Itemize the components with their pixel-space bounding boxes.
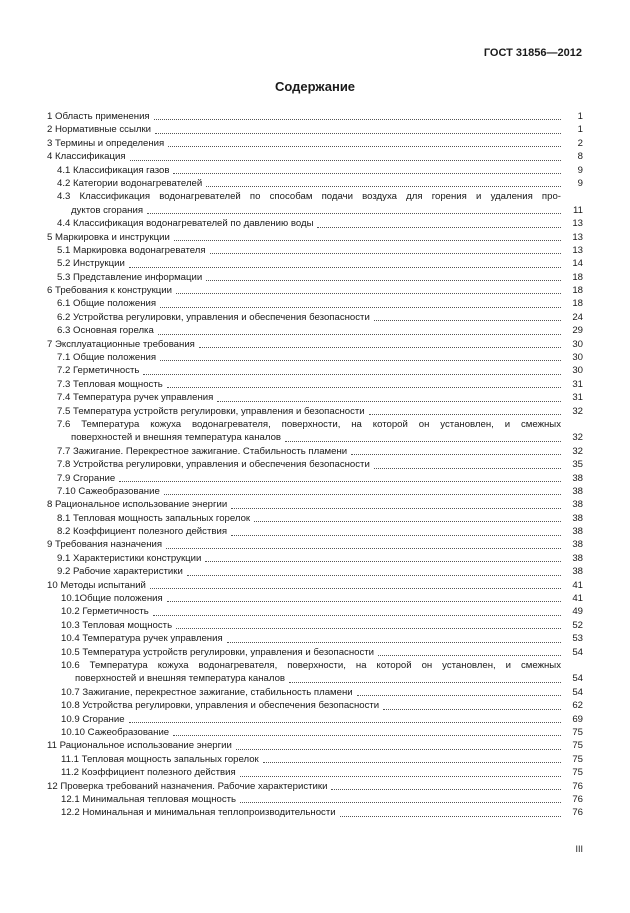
toc-entry-page: 76 (572, 793, 583, 805)
toc-entry-title: 7 Эксплуатационные требования (47, 338, 195, 350)
toc-entry-title: 7.9 Сгорание (57, 472, 116, 484)
toc-entry-title: 10.1Общие положения (61, 593, 163, 605)
toc-entry[interactable] (47, 297, 583, 310)
toc-entry[interactable] (47, 632, 583, 645)
toc-entry-title: 8.1 Тепловая мощность запальных горелок (57, 512, 251, 524)
toc-entry[interactable] (47, 418, 583, 445)
toc-entry-page: 62 (572, 700, 583, 712)
leader-dots (210, 253, 561, 254)
toc-entry[interactable] (47, 231, 583, 244)
toc-entry[interactable] (47, 686, 583, 699)
toc-entry-page: 76 (572, 807, 583, 819)
toc-entry-title: 3 Термины и определения (47, 137, 165, 149)
toc-entry-title: 10.9 Сгорание (61, 713, 125, 725)
toc-entry-page: 18 (572, 298, 583, 310)
toc-entry-title: 7.6 Температура кожуха водонагревателя, поверхности, на которой он установлен, и смежных (57, 418, 561, 430)
toc-entry[interactable] (47, 646, 583, 659)
toc-entry-title: 1 Область применения (47, 110, 150, 122)
toc-entry-title: 5.2 Инструкции (57, 258, 125, 270)
toc-entry-page: 13 (572, 218, 583, 230)
toc-entry-title-continued: поверхностей и внешняя температура каналов (71, 432, 282, 444)
toc-entry-title: 10.10 Сажеобразование (61, 726, 170, 738)
toc-entry[interactable] (47, 123, 583, 136)
table-of-contents (47, 110, 583, 820)
leader-dots (289, 682, 561, 683)
toc-entry[interactable] (47, 271, 583, 284)
leader-dots (173, 173, 561, 174)
toc-entry-page: 38 (572, 566, 583, 578)
toc-entry-title: 2 Нормативные ссылки (47, 124, 152, 136)
toc-entry-title: 7.5 Температура устройств регулировки, управления и безопасности (57, 405, 365, 417)
toc-entry[interactable] (47, 780, 583, 793)
toc-entry[interactable] (47, 324, 583, 337)
toc-entry-title: 10.7 Зажигание, перекрестное зажигание, стабильность пламени (61, 686, 353, 698)
toc-entry-page: 18 (572, 285, 583, 297)
toc-entry-page: 53 (572, 633, 583, 645)
toc-entry-page: 9 (577, 164, 583, 176)
toc-entry[interactable] (47, 472, 583, 485)
toc-entry-title: 9.1 Характеристики конструкции (57, 552, 202, 564)
toc-entry-title: 9 Требования назначения (47, 539, 163, 551)
toc-entry-title: 7.2 Герметичность (57, 365, 140, 377)
toc-entry-title: 10.8 Устройства регулировки, управления и обеспечения безопасности (61, 700, 380, 712)
toc-entry-page: 2 (577, 137, 583, 149)
toc-entry-page: 52 (572, 619, 583, 631)
toc-entry-page: 32 (572, 445, 583, 457)
leader-dots (206, 186, 561, 187)
toc-entry-page: 30 (572, 352, 583, 364)
leader-dots (167, 601, 561, 602)
toc-entry-page: 31 (572, 392, 583, 404)
toc-entry-page: 54 (572, 646, 583, 658)
toc-entry-page: 38 (572, 552, 583, 564)
toc-entry-title: 8.2 Коэффициент полезного действия (57, 526, 228, 538)
leader-dots (173, 735, 561, 736)
toc-entry[interactable] (47, 619, 583, 632)
toc-entry-page: 75 (572, 753, 583, 765)
toc-entry-page: 69 (572, 713, 583, 725)
toc-entry-page: 30 (572, 365, 583, 377)
toc-entry[interactable] (47, 391, 583, 404)
leader-dots (143, 374, 561, 375)
toc-entry-title: 12.1 Минимальная тепловая мощность (61, 793, 237, 805)
toc-entry-title: 4.2 Категории водонагревателей (57, 177, 203, 189)
toc-entry-page: 32 (572, 405, 583, 417)
leader-dots (130, 160, 561, 161)
leader-dots (160, 360, 561, 361)
toc-entry[interactable] (47, 726, 583, 739)
toc-entry-title: 6.2 Устройства регулировки, управления и обеспечения безопасности (57, 311, 370, 323)
toc-entry-page: 54 (572, 673, 583, 685)
toc-entry-page: 49 (572, 606, 583, 618)
toc-entry-title: 10 Методы испытаний (47, 579, 146, 591)
leader-dots (374, 468, 561, 469)
leader-dots (174, 240, 561, 241)
toc-entry[interactable] (47, 217, 583, 230)
toc-entry-page: 1 (577, 124, 583, 136)
toc-entry[interactable] (47, 164, 583, 177)
toc-entry[interactable] (47, 525, 583, 538)
toc-entry[interactable] (47, 378, 583, 391)
toc-entry-page: 54 (572, 686, 583, 698)
toc-entry[interactable] (47, 485, 583, 498)
toc-entry[interactable] (47, 753, 583, 766)
toc-entry[interactable] (47, 445, 583, 458)
toc-entry-title: 11.2 Коэффициент полезного действия (61, 767, 236, 779)
toc-entry-title: 4.4 Классификация водонагревателей по давлению воды (57, 218, 314, 230)
toc-entry-page: 38 (572, 526, 583, 538)
toc-entry-title: 5 Маркировка и инструкции (47, 231, 170, 243)
toc-entry-title: 8 Рациональное использование энергии (47, 499, 228, 511)
leader-dots (164, 494, 561, 495)
toc-entry[interactable] (47, 244, 583, 257)
toc-entry[interactable] (47, 739, 583, 752)
toc-entry-page: 41 (572, 579, 583, 591)
leader-dots (129, 267, 561, 268)
leader-dots (240, 776, 561, 777)
toc-entry-title: 12.2 Номинальная и минимальная теплопроизводительности (61, 807, 336, 819)
toc-entry-page: 35 (572, 459, 583, 471)
toc-entry-page: 13 (572, 231, 583, 243)
toc-entry[interactable] (47, 766, 583, 779)
leader-dots (254, 521, 561, 522)
leader-dots (187, 575, 561, 576)
toc-entry[interactable] (47, 579, 583, 592)
toc-entry-title: 6.3 Основная горелка (57, 325, 154, 337)
leader-dots (231, 508, 561, 509)
leader-dots (147, 213, 561, 214)
leader-dots (119, 481, 561, 482)
leader-dots (351, 454, 561, 455)
toc-entry-title: 7.1 Общие положения (57, 352, 157, 364)
toc-entry[interactable] (47, 699, 583, 712)
toc-entry-page: 8 (577, 151, 583, 163)
toc-entry-page: 18 (572, 271, 583, 283)
toc-entry-title: 10.2 Герметичность (61, 606, 149, 618)
toc-entry-page: 38 (572, 512, 583, 524)
toc-entry-page: 31 (572, 378, 583, 390)
leader-dots (340, 816, 561, 817)
page-number: III (575, 844, 583, 854)
toc-entry-page: 1 (577, 110, 583, 122)
toc-entry[interactable] (47, 351, 583, 364)
leader-dots (331, 789, 561, 790)
toc-entry[interactable] (47, 565, 583, 578)
toc-entry-title: 6 Требования к конструкции (47, 285, 172, 297)
toc-entry[interactable] (47, 284, 583, 297)
toc-entry-page: 75 (572, 726, 583, 738)
toc-entry-page: 13 (572, 244, 583, 256)
leader-dots (154, 119, 561, 120)
toc-entry-page: 41 (572, 593, 583, 605)
leader-dots (236, 749, 561, 750)
leader-dots (160, 307, 561, 308)
leader-dots (383, 709, 561, 710)
toc-entry-title: 9.2 Рабочие характеристики (57, 566, 183, 578)
toc-entry-title: 11 Рациональное использование энергии (47, 740, 232, 752)
toc-entry[interactable] (47, 552, 583, 565)
leader-dots (317, 227, 561, 228)
leader-dots (150, 588, 561, 589)
toc-entry-page: 24 (572, 311, 583, 323)
toc-entry-title: 10.4 Температура ручек управления (61, 633, 223, 645)
toc-entry-page: 29 (572, 325, 583, 337)
toc-entry-page: 11 (573, 204, 583, 216)
toc-entry-page: 32 (572, 432, 583, 444)
leader-dots (158, 334, 561, 335)
leader-dots (374, 320, 561, 321)
leader-dots (167, 387, 561, 388)
toc-entry[interactable] (47, 806, 583, 819)
leader-dots (155, 133, 561, 134)
toc-entry-title: 7.8 Устройства регулировки, управления и обеспечения безопасности (57, 459, 370, 471)
toc-entry-page: 38 (572, 485, 583, 497)
toc-entry-page: 75 (572, 740, 583, 752)
toc-entry-page: 14 (572, 258, 583, 270)
leader-dots (166, 548, 561, 549)
leader-dots (217, 401, 561, 402)
toc-entry[interactable] (47, 137, 583, 150)
toc-entry-title: 10.6 Температура кожуха водонагревателя, поверхности, на которой он установлен, и смежных (61, 660, 561, 672)
toc-entry-title: 4.3 Классификация водонагревателей по способам подачи воздуха для горения и удаления про- (57, 191, 561, 203)
toc-entry[interactable] (47, 793, 583, 806)
toc-entry-page: 9 (577, 177, 583, 189)
toc-entry[interactable] (47, 338, 583, 351)
toc-entry-page: 30 (572, 338, 583, 350)
toc-entry-page: 38 (572, 539, 583, 551)
leader-dots (285, 441, 561, 442)
leader-dots (231, 535, 561, 536)
toc-entry[interactable] (47, 150, 583, 163)
toc-entry[interactable] (47, 512, 583, 525)
toc-entry-title: 6.1 Общие положения (57, 298, 157, 310)
toc-entry[interactable] (47, 458, 583, 471)
toc-entry-title: 4 Классификация (47, 151, 126, 163)
toc-entry[interactable] (47, 364, 583, 377)
toc-entry-title: 4.1 Классификация газов (57, 164, 170, 176)
toc-entry[interactable] (47, 257, 583, 270)
toc-entry-title: 10.3 Тепловая мощность (61, 619, 173, 631)
toc-entry[interactable] (47, 498, 583, 511)
leader-dots (168, 146, 561, 147)
leader-dots (240, 802, 561, 803)
toc-entry-title: 7.4 Температура ручек управления (57, 392, 214, 404)
leader-dots (129, 722, 561, 723)
toc-entry-title: 7.7 Зажигание. Перекрестное зажигание. Стабильность пламени (57, 445, 348, 457)
toc-entry-title: 7.3 Тепловая мощность (57, 378, 163, 390)
leader-dots (205, 561, 561, 562)
toc-entry-page: 75 (572, 767, 583, 779)
toc-entry[interactable] (47, 659, 583, 686)
toc-entry-title: 7.10 Сажеобразование (57, 485, 160, 497)
toc-entry-page: 38 (572, 472, 583, 484)
toc-entry-title-continued: поверхностей и внешняя температура каналов (75, 673, 286, 685)
toc-entry-title: 5.1 Маркировка водонагревателя (57, 244, 206, 256)
leader-dots (176, 628, 561, 629)
toc-entry-title-continued: дуктов сгорания (71, 204, 144, 216)
leader-dots (227, 642, 561, 643)
toc-entry[interactable] (47, 110, 583, 123)
toc-entry[interactable] (47, 190, 583, 217)
toc-entry-page: 38 (572, 499, 583, 511)
toc-entry[interactable] (47, 405, 583, 418)
leader-dots (206, 280, 561, 281)
toc-entry-title: 11.1 Тепловая мощность запальных горелок (61, 753, 259, 765)
toc-entry[interactable] (47, 592, 583, 605)
toc-entry-title: 10.5 Температура устройств регулировки, управления и безопасности (61, 646, 375, 658)
leader-dots (369, 414, 561, 415)
leader-dots (378, 655, 561, 656)
toc-title: Содержание (274, 79, 356, 94)
toc-entry-title: 12 Проверка требований назначения. Рабочие характеристики (47, 780, 328, 792)
toc-entry-page: 76 (572, 780, 583, 792)
leader-dots (153, 615, 561, 616)
leader-dots (199, 347, 561, 348)
document-code: ГОСТ 31856—2012 (483, 47, 582, 59)
leader-dots (357, 695, 561, 696)
leader-dots (176, 293, 561, 294)
toc-entry[interactable] (47, 177, 583, 190)
toc-entry[interactable] (47, 311, 583, 324)
leader-dots (263, 762, 561, 763)
toc-entry-title: 5.3 Представление информации (57, 271, 203, 283)
toc-entry[interactable] (47, 713, 583, 726)
toc-entry[interactable] (47, 605, 583, 618)
toc-entry[interactable] (47, 539, 583, 552)
